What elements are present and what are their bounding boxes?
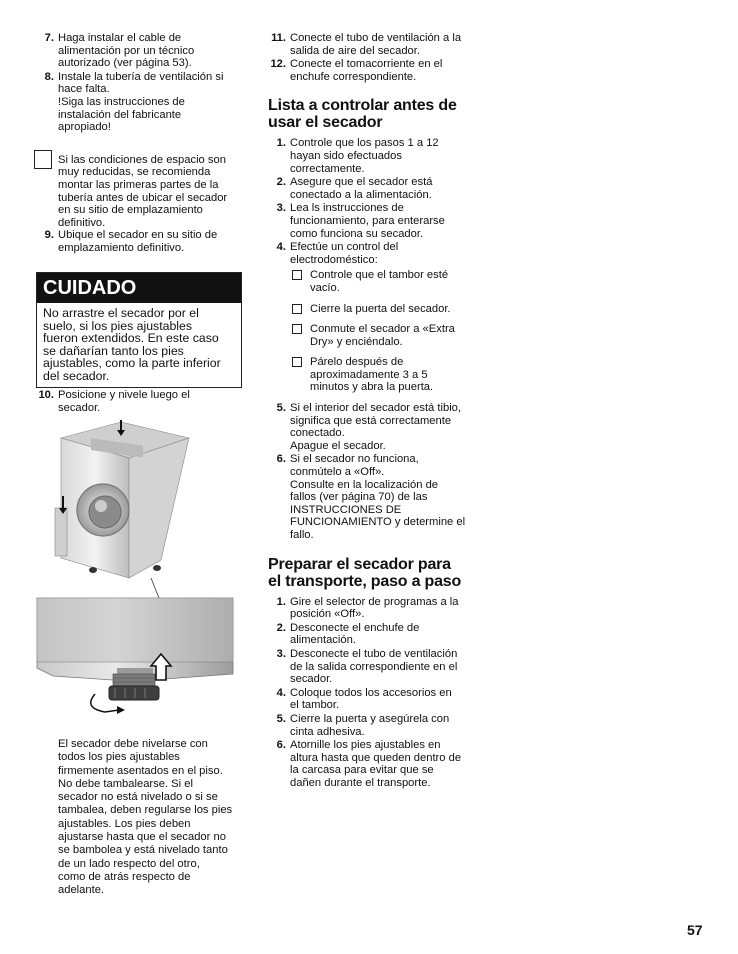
caution-heading: CUIDADO xyxy=(37,273,241,303)
checkbox-icon xyxy=(292,357,302,367)
step-number: 11. xyxy=(271,32,286,44)
step-11 xyxy=(268,32,476,57)
step-number: 8. xyxy=(44,70,54,83)
step-text: Desconecte el enchufe de alimentación. xyxy=(290,621,420,647)
step-text: Asegure que el secador está conectado a la alimentación. xyxy=(290,176,433,201)
step-number: 3. xyxy=(276,202,286,215)
check-step-6 xyxy=(268,453,476,541)
step-number: 2. xyxy=(276,176,286,189)
step-10-block xyxy=(36,389,246,415)
step-text: Atornille los pies ajustables en altura hasta que queden dentro de la carcasa para evitar que se dañen durante el transporte. xyxy=(290,739,462,789)
check-item xyxy=(290,323,476,348)
transport-step-5 xyxy=(268,713,476,738)
transport-step-4 xyxy=(268,687,476,712)
check-item xyxy=(290,356,476,394)
step-number: 4. xyxy=(276,686,286,699)
step-text: Conecte el tubo de ventilación a la salida de aire del secador. xyxy=(290,32,462,57)
step-12 xyxy=(268,58,476,83)
step-text: Posicione y nivele luego el secador. xyxy=(58,389,190,414)
step-text: Gire el selector de programas a la posición «Off». xyxy=(290,595,459,621)
step-number: 7. xyxy=(44,32,54,44)
step-number: 5. xyxy=(276,712,286,725)
step-number: 1. xyxy=(276,595,286,608)
checklist-heading: Lista a controlar antes de usar el secador xyxy=(268,97,457,132)
check-step-1 xyxy=(268,137,476,175)
step-number: 3. xyxy=(276,647,286,660)
step-text: Si el secador no funciona, conmútelo a «Off». Consulte en la localización de fallos (ver página 70) de las INSTRUCCIONES DE FUNCIONAMIENTO y determine el fallo. xyxy=(290,453,466,541)
step-text: Controle que los pasos 1 a 12 hayan sido efectuados correctamente. xyxy=(290,137,439,175)
transport-step-6 xyxy=(268,739,476,789)
step-text: Instale la tubería de ventilación si hace falta. !Siga las instrucciones de instalación del fabricante apropiado! xyxy=(58,70,224,134)
check-text: Párelo después de aproximadamente 3 a 5 minutos y abra la puerta. xyxy=(310,356,434,394)
check-step-3 xyxy=(268,202,476,240)
check-item xyxy=(290,269,476,294)
step-text: Conecte el tomacorriente en el enchufe correspondiente. xyxy=(290,58,443,83)
dryer-leveling-illustration xyxy=(33,418,241,734)
check-sublist xyxy=(268,269,476,394)
checkbox-icon xyxy=(292,270,302,280)
transport-step-3 xyxy=(268,648,476,686)
check-step-4 xyxy=(268,241,476,266)
step-text: Ubique el secador en su sitio de emplazamiento definitivo. xyxy=(58,229,218,254)
step-text: Cierre la puerta y asegúrela con cinta adhesiva. xyxy=(290,712,450,738)
step-number: 10. xyxy=(38,389,54,401)
transport-heading: Preparar el secador para el transporte, paso a paso xyxy=(268,555,462,590)
step-text: Desconecte el tubo de ventilación de la salida correspondiente en el secador. xyxy=(290,647,458,686)
space-note xyxy=(36,154,246,230)
transport-step-2 xyxy=(268,622,476,647)
step-text: Haga instalar el cable de alimentación por un técnico autorizado (ver página 53). xyxy=(58,32,195,70)
step-text: Efectúe un control del electrodoméstico: xyxy=(290,241,399,266)
check-item xyxy=(290,303,476,316)
step-number: 4. xyxy=(276,241,286,254)
step-8 xyxy=(36,71,246,134)
checkbox-icon xyxy=(292,324,302,334)
right-column xyxy=(268,32,476,791)
step-text: Lea ls instrucciones de funcionamiento, para enterarse como funciona su secador. xyxy=(290,202,445,240)
step-number: 12. xyxy=(270,58,286,71)
check-text: Conmute el secador a «Extra Dry» y enciéndalo. xyxy=(310,323,455,348)
left-column xyxy=(36,32,246,256)
step-7 xyxy=(36,32,246,70)
step-number: 2. xyxy=(276,621,286,634)
page-number: 57 xyxy=(687,922,703,938)
note-text: Si las condiciones de espacio son muy reducidas, se recomienda montar las primeras partes de la tubería antes de ubicar el secador en su sitio de emplazamiento definitivo. xyxy=(58,153,228,229)
caution-box xyxy=(36,272,242,388)
transport-step-1 xyxy=(268,596,476,621)
step-10 xyxy=(36,389,246,414)
check-text: Cierre la puerta del secador. xyxy=(310,302,451,315)
step-number: 1. xyxy=(276,137,286,150)
step-text: Si el interior del secador está tibio, significa que está correctamente conectado. Apague el secador. xyxy=(290,402,462,452)
step-number: 6. xyxy=(276,453,286,466)
step-number: 5. xyxy=(276,402,286,415)
caution-text: No arrastre el secador por el suelo, si los pies ajustables fueron extendidos. En este caso se dañarían tanto los pies ajustables, como la parte inferior del secador. xyxy=(43,306,221,383)
check-text: Controle que el tambor esté vacío. xyxy=(310,269,449,294)
checkbox-icon xyxy=(292,304,302,314)
check-step-2 xyxy=(268,176,476,201)
step-number: 9. xyxy=(44,229,54,242)
step-9 xyxy=(36,229,246,254)
note-icon xyxy=(34,150,52,169)
leveling-paragraph: El secador debe nivelarse con todos los pies ajustables firmemente asentados en el piso. No debe tambalearse. Si el secador no está nivelado o si se tambalea, deben regularse los pies ajustables. Los pies deben ajustarse hasta que el secador no se bambolea y está nivelado tanto de un lado respecto del otro, como de atrás respecto de adelante. xyxy=(58,738,233,897)
step-number: 6. xyxy=(276,739,286,752)
check-step-5 xyxy=(268,402,476,452)
step-text: Coloque todos los accesorios en el tambor. xyxy=(290,686,452,712)
